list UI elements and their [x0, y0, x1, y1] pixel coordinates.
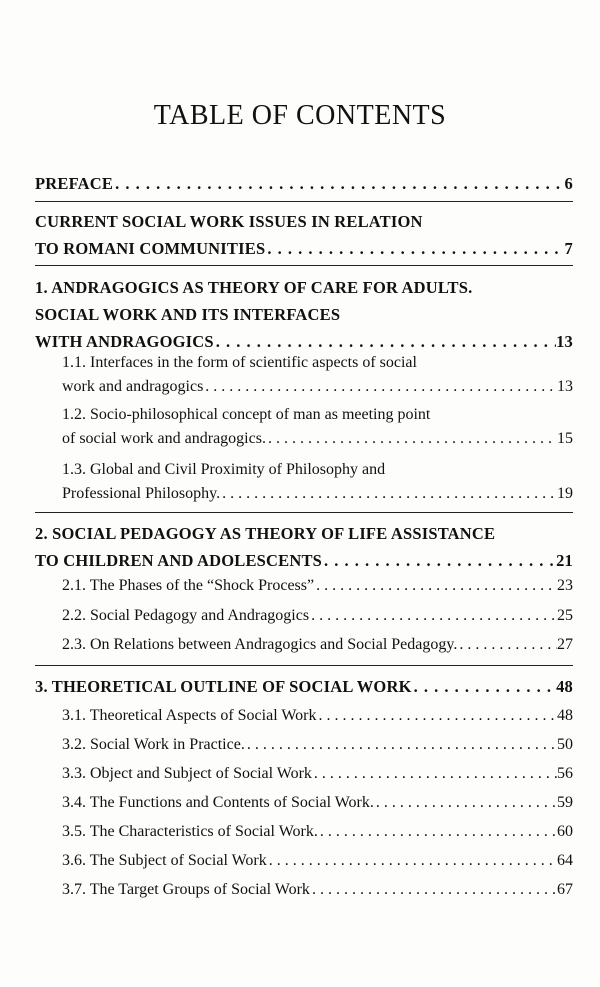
- toc-entry-text: 1.1. Interfaces in the form of scientific aspects of social: [62, 354, 417, 371]
- toc-entry-text: CURRENT SOCIAL WORK ISSUES IN RELATION: [35, 212, 423, 231]
- dot-leader: [113, 173, 564, 195]
- toc-entry-text: 2. SOCIAL PEDAGOGY AS THEORY OF LIFE ASSISTANCE: [35, 524, 496, 543]
- toc-page-number: 59: [557, 794, 573, 811]
- toc-entry-text: 3.5. The Characteristics of Social Work.: [62, 823, 318, 840]
- dot-leader: [374, 792, 557, 814]
- toc-page-number: 25: [557, 607, 573, 624]
- toc-entry[interactable]: [62, 763, 573, 785]
- toc-entry[interactable]: [62, 792, 573, 814]
- toc-entry-text: 3.7. The Target Groups of Social Work: [62, 881, 310, 898]
- toc-entry-text: 3.2. Social Work in Practice.: [62, 736, 245, 753]
- toc-entry-text: WITH ANDRAGOGICS: [35, 332, 214, 351]
- toc-entry[interactable]: [62, 879, 573, 901]
- toc-page-number: 64: [557, 852, 573, 869]
- toc-entry-text: SOCIAL WORK AND ITS INTERFACES: [35, 305, 341, 324]
- toc-page-number: 48: [556, 677, 573, 696]
- section-divider: [35, 665, 573, 666]
- section-divider: [35, 201, 573, 202]
- toc-entry-text: 2.2. Social Pedagogy and Andragogics: [62, 607, 310, 624]
- section-divider: [35, 265, 573, 266]
- toc-page-number: 60: [557, 823, 573, 840]
- toc-entry-text: TO ROMANI COMMUNITIES: [35, 239, 266, 258]
- dot-leader: [322, 550, 556, 572]
- toc-entry-text: 1. ANDRAGOGICS AS THEORY OF CARE FOR ADULTS.: [35, 278, 473, 297]
- toc-page-number: 27: [557, 636, 573, 653]
- toc-entry-text: 3.3. Object and Subject of Social Work: [62, 765, 312, 782]
- toc-page-number: 13: [556, 332, 573, 351]
- toc-entry[interactable]: [35, 550, 573, 572]
- toc-entry[interactable]: [62, 575, 573, 597]
- toc-entry-text: 1.2. Socio-philosophical concept of man as meeting point: [62, 406, 431, 423]
- dot-leader: [266, 428, 557, 450]
- toc-page-number: 56: [557, 765, 573, 782]
- dot-leader: [317, 705, 557, 727]
- toc-entry[interactable]: [35, 238, 573, 260]
- toc-entry-text: of social work and andragogics.: [62, 430, 266, 447]
- toc-entry-text: 2.3. On Relations between Andragogics and Social Pedagogy.: [62, 636, 458, 653]
- toc-entry-text: 2.1. The Phases of the “Shock Process”: [62, 577, 315, 594]
- toc-entry-text: 3.1. Theoretical Aspects of Social Work: [62, 707, 317, 724]
- toc-page-number: 19: [557, 485, 573, 502]
- toc-entry[interactable]: [62, 605, 573, 627]
- toc-entry[interactable]: [62, 483, 573, 505]
- toc-entry[interactable]: [35, 676, 573, 698]
- toc-entry-text: Professional Philosophy.: [62, 485, 221, 502]
- toc-entry[interactable]: [62, 634, 573, 656]
- toc-entry[interactable]: [62, 705, 573, 727]
- toc-entry[interactable]: [62, 821, 573, 843]
- toc-page-number: 67: [557, 881, 573, 898]
- section-divider: [35, 512, 573, 513]
- dot-leader: [310, 879, 557, 901]
- toc-page-number: 48: [557, 707, 573, 724]
- toc-page-number: 21: [556, 551, 573, 570]
- toc-entry[interactable]: [62, 850, 573, 872]
- toc-entry-text: PREFACE: [35, 174, 114, 193]
- dot-leader: [265, 238, 564, 260]
- toc-entry-text: 3. THEORETICAL OUTLINE OF SOCIAL WORK: [35, 677, 412, 696]
- toc-entry[interactable]: [62, 376, 573, 398]
- toc-page-number: 50: [557, 736, 573, 753]
- toc-entry-text: work and andragogics: [62, 378, 204, 395]
- toc-page-number: 7: [564, 239, 573, 258]
- page-title: TABLE OF CONTENTS: [153, 100, 447, 131]
- dot-leader: [457, 634, 557, 656]
- toc-page-number: 15: [557, 430, 573, 447]
- toc-entry[interactable]: [35, 331, 573, 353]
- toc-entry[interactable]: [62, 734, 573, 756]
- toc-entry-text: 3.4. The Functions and Contents of Social Work.: [62, 794, 374, 811]
- toc-entry-text: 3.6. The Subject of Social Work: [62, 852, 267, 869]
- toc-entry[interactable]: [62, 428, 573, 450]
- toc-entry-text: TO CHILDREN AND ADOLESCENTS: [35, 551, 323, 570]
- toc-page-number: 6: [564, 174, 573, 193]
- dot-leader: [267, 850, 557, 872]
- dot-leader: [314, 575, 557, 597]
- dot-leader: [312, 763, 557, 785]
- toc-page-number: 13: [557, 378, 573, 395]
- dot-leader: [203, 376, 557, 398]
- dot-leader: [220, 483, 557, 505]
- dot-leader: [245, 734, 557, 756]
- dot-leader: [412, 676, 556, 698]
- dot-leader: [214, 331, 556, 353]
- dot-leader: [318, 821, 557, 843]
- toc-entry-text: 1.3. Global and Civil Proximity of Philosophy and: [62, 461, 386, 478]
- toc-entry[interactable]: [35, 173, 573, 195]
- toc-page-number: 23: [557, 577, 573, 594]
- dot-leader: [309, 605, 557, 627]
